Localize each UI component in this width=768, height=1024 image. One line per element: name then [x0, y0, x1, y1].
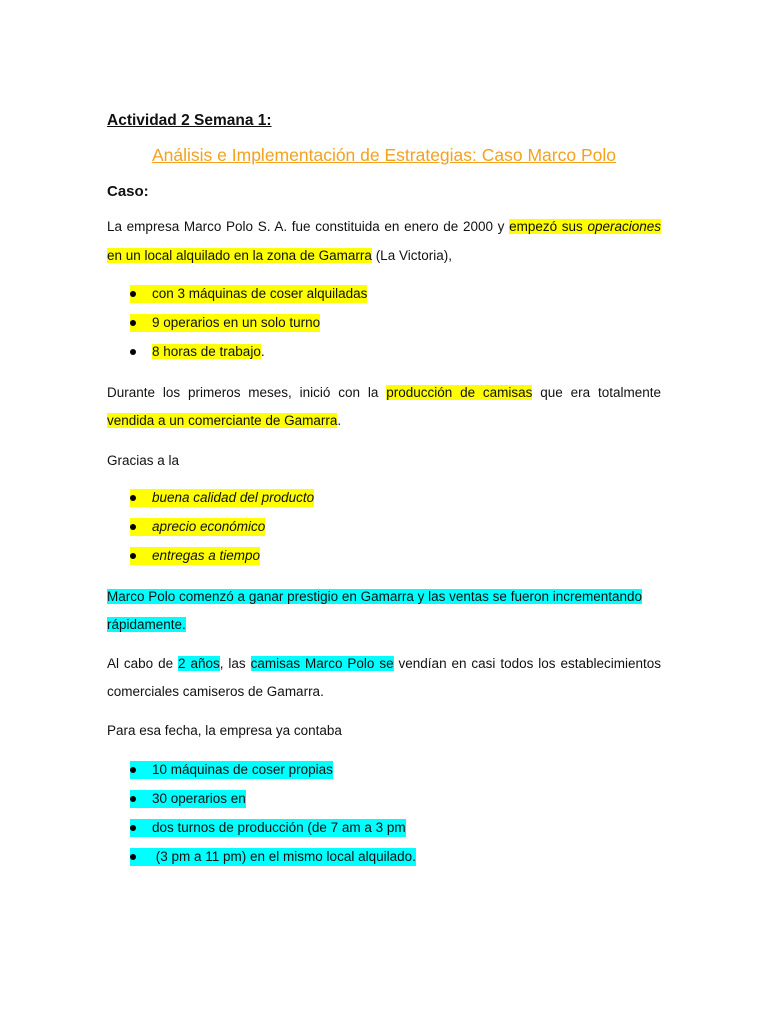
list-item [130, 313, 367, 342]
list-later-resources [130, 760, 416, 876]
list-item-text: aprecio económico [152, 519, 266, 534]
highlight-span: 2 años [178, 656, 220, 671]
paragraph-intro-line2 [107, 241, 661, 270]
paragraph-gracias: Gracias a la [107, 453, 180, 468]
highlight-span: producción de camisas [386, 385, 533, 400]
text-span: vendían en casi todos los establecimientos [393, 656, 661, 671]
text-span: Al cabo de [107, 656, 179, 671]
list-item [130, 284, 367, 313]
bullet-icon [130, 524, 136, 530]
highlight-span: vendida a un comerciante de Gamarra [107, 413, 338, 428]
paragraph-prestige-line1 [107, 582, 661, 611]
list-initial-resources [130, 284, 367, 371]
highlight-span: camisas Marco Polo se [250, 656, 394, 671]
list-item-text: con 3 máquinas de coser alquiladas [152, 286, 368, 301]
bullet-icon [130, 553, 136, 559]
text-span: (La Victoria), [371, 248, 452, 263]
highlight-span: en un local alquilado en la zona de Gamarra [107, 248, 372, 263]
list-item-text: 30 operarios en [152, 791, 246, 806]
list-item [130, 789, 416, 818]
bullet-icon [130, 291, 136, 297]
list-item-tail: . [260, 344, 265, 359]
text-span: , las [219, 656, 251, 671]
text-span: La empresa Marco Polo S. A. fue constituida en enero de 2000 y [107, 219, 510, 234]
list-item-text: (3 pm a 11 pm) en el mismo local alquilado. [152, 849, 416, 864]
list-item-text: dos turnos de producción (de 7 am a 3 pm [152, 820, 406, 835]
list-item [130, 488, 314, 517]
bullet-icon [130, 825, 136, 831]
list-item [130, 342, 367, 371]
text-span: comerciales camiseros de Gamarra. [107, 684, 324, 699]
list-item [130, 546, 314, 575]
bullet-icon [130, 854, 136, 860]
bullet-icon [130, 796, 136, 802]
list-item-text: buena calidad del producto [152, 490, 315, 505]
highlight-span: Marco Polo comenzó a ganar prestigio en Gamarra y las ventas se fueron incrementando [107, 589, 643, 604]
bullet-icon [130, 320, 136, 326]
paragraph-two-years-line1 [107, 649, 661, 678]
bullet-icon [130, 349, 136, 355]
highlight-span: empezó sus [509, 219, 588, 234]
list-item-text: 8 horas de trabajo [152, 344, 261, 359]
list-item-text: entregas a tiempo [152, 548, 261, 563]
list-reasons [130, 488, 314, 575]
document-title: Actividad 2 Semana 1: [107, 112, 272, 129]
bullet-icon [130, 495, 136, 501]
paragraph-two-years-line2 [107, 677, 661, 706]
list-item [130, 847, 416, 876]
highlight-span: operaciones [587, 219, 661, 234]
list-item [130, 517, 314, 546]
list-item [130, 760, 416, 789]
text-span: Durante los primeros meses, inició con la [107, 385, 387, 400]
highlight-span: rápidamente. [107, 617, 186, 632]
paragraph-prestige-line2 [107, 610, 661, 639]
case-heading: Caso: [107, 183, 149, 200]
list-item-text: 9 operarios en un solo turno [152, 315, 321, 330]
paragraph-production-line1 [107, 378, 661, 407]
paragraph-production-line2 [107, 406, 661, 435]
list-item-text: 10 máquinas de coser propias [152, 762, 333, 777]
document-subtitle: Análisis e Implementación de Estrategias: Caso Marco Polo [152, 145, 616, 165]
paragraph-para-esa-fecha: Para esa fecha, la empresa ya contaba [107, 723, 342, 738]
paragraph-intro-line1 [107, 212, 661, 241]
bullet-icon [130, 767, 136, 773]
list-item [130, 818, 416, 847]
text-span: que era totalmente [532, 385, 662, 400]
text-span: . [337, 413, 342, 428]
